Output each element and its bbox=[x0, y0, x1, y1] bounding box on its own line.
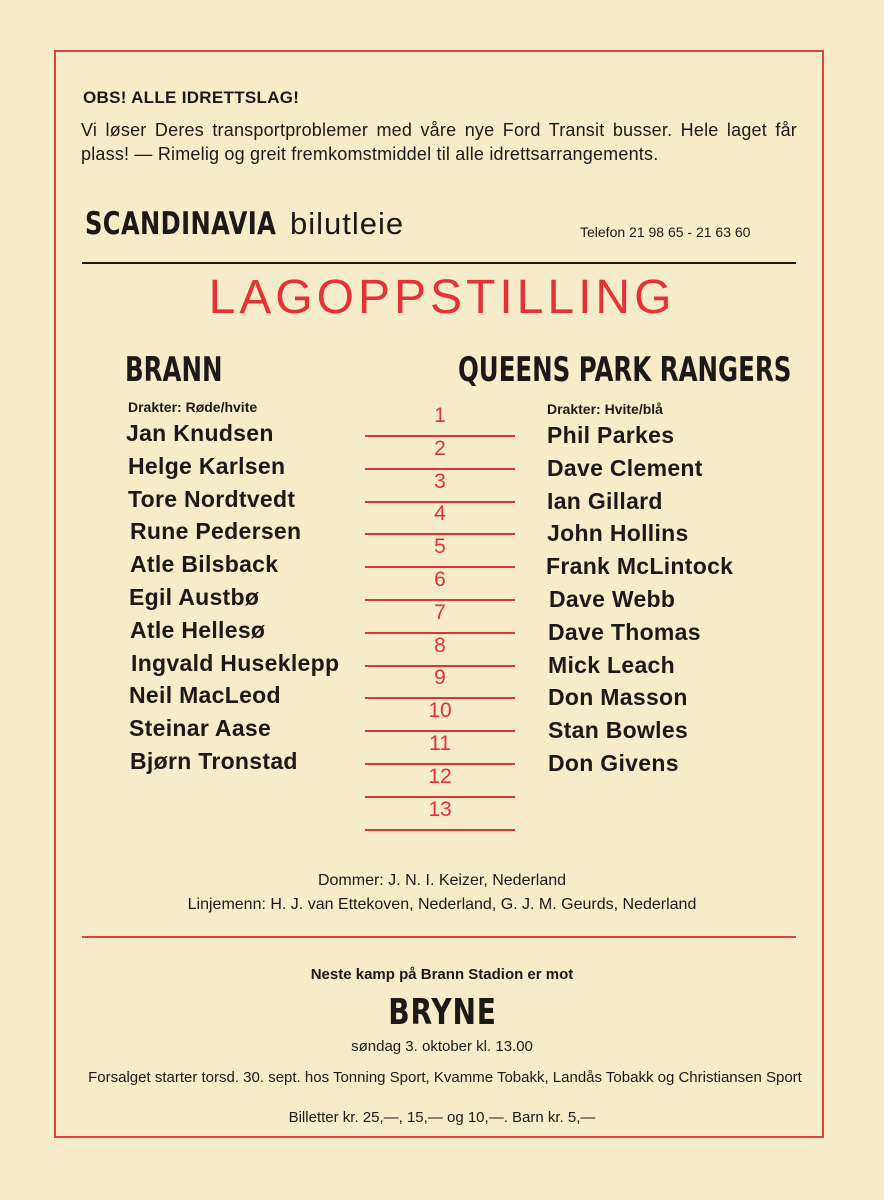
ticket-prices: Billetter kr. 25,—, 15,— og 10,—. Barn kr. 5,— bbox=[288, 1109, 596, 1126]
number-line bbox=[365, 829, 515, 831]
home-player: Atle Bilsback bbox=[130, 551, 279, 577]
brand-name: SCANDINAVIA bbox=[85, 206, 277, 242]
shirt-number: 7 bbox=[434, 601, 446, 624]
home-player: Egil Austbø bbox=[129, 584, 260, 610]
away-team-name: QUEENS PARK RANGERS bbox=[458, 350, 792, 390]
shirt-number: 1 bbox=[434, 404, 446, 427]
shirt-number: 5 bbox=[434, 535, 446, 558]
away-player: Frank McLintock bbox=[546, 553, 734, 579]
home-player: Tore Nordtvedt bbox=[128, 486, 296, 512]
home-player: Steinar Aase bbox=[129, 715, 272, 741]
ad-body: Vi løser Deres transportproblemer med våre nye Ford Transit busser. Hele laget får plass! — Rimelig og greit fremkomstmiddel til alle idrettsarrangements. bbox=[81, 120, 797, 164]
away-player: John Hollins bbox=[547, 520, 689, 546]
presale-info: Forsalget starter torsd. 30. sept. hos Tonning Sport, Kvamme Tobakk, Landås Tobakk og Christiansen Sport bbox=[88, 1069, 802, 1086]
home-player: Neil MacLeod bbox=[129, 682, 281, 708]
away-player: Dave Webb bbox=[549, 586, 676, 612]
home-team-name: BRANN bbox=[125, 350, 223, 390]
shirt-number: 4 bbox=[434, 502, 446, 525]
next-match-opponent bbox=[0, 992, 884, 1033]
shirt-number: 10 bbox=[428, 699, 452, 722]
away-player: Stan Bowles bbox=[548, 717, 689, 743]
brand-suffix: bilutleie bbox=[290, 206, 405, 241]
home-player: Bjørn Tronstad bbox=[130, 748, 298, 774]
away-player: Phil Parkes bbox=[547, 422, 675, 448]
shirt-number: 3 bbox=[434, 470, 446, 493]
shirt-number: 12 bbox=[428, 765, 452, 788]
next-match-intro: Neste kamp på Brann Stadion er mot bbox=[310, 966, 574, 983]
shirt-number: 13 bbox=[428, 798, 452, 821]
ad-heading: OBS! ALLE IDRETTSLAG! bbox=[83, 88, 300, 107]
away-player: Mick Leach bbox=[548, 652, 675, 678]
shirt-number: 2 bbox=[434, 437, 446, 460]
home-player: Jan Knudsen bbox=[126, 420, 274, 446]
page-title: LAGOPPSTILLING bbox=[208, 271, 676, 324]
divider-top bbox=[82, 262, 796, 264]
home-player: Ingvald Huseklepp bbox=[131, 650, 340, 676]
shirt-number: 6 bbox=[434, 568, 446, 591]
shirt-number: 9 bbox=[434, 666, 446, 689]
home-player: Helge Karlsen bbox=[128, 453, 286, 479]
away-player: Don Masson bbox=[548, 684, 688, 710]
linesmen: Linjemenn: H. J. van Ettekoven, Nederland, G. J. M. Geurds, Nederland bbox=[187, 896, 697, 913]
away-player: Ian Gillard bbox=[547, 488, 663, 514]
home-player: Rune Pedersen bbox=[130, 518, 302, 544]
away-kit: Drakter: Hvite/blå bbox=[547, 401, 663, 417]
away-player: Dave Thomas bbox=[548, 619, 701, 645]
home-player: Atle Hellesø bbox=[130, 617, 266, 643]
opponent-name: BRYNE bbox=[387, 992, 497, 1033]
divider-bottom bbox=[82, 936, 796, 938]
next-match-date: søndag 3. oktober kl. 13.00 bbox=[351, 1038, 533, 1055]
referee: Dommer: J. N. I. Keizer, Nederland bbox=[317, 872, 567, 889]
away-player: Don Givens bbox=[548, 750, 679, 776]
ad-phone: Telefon 21 98 65 - 21 63 60 bbox=[580, 224, 751, 240]
away-player: Dave Clement bbox=[547, 455, 703, 481]
home-kit: Drakter: Røde/hvite bbox=[128, 399, 258, 415]
shirt-number: 11 bbox=[429, 732, 451, 755]
shirt-number: 8 bbox=[434, 634, 446, 657]
ad-brand bbox=[85, 206, 405, 242]
